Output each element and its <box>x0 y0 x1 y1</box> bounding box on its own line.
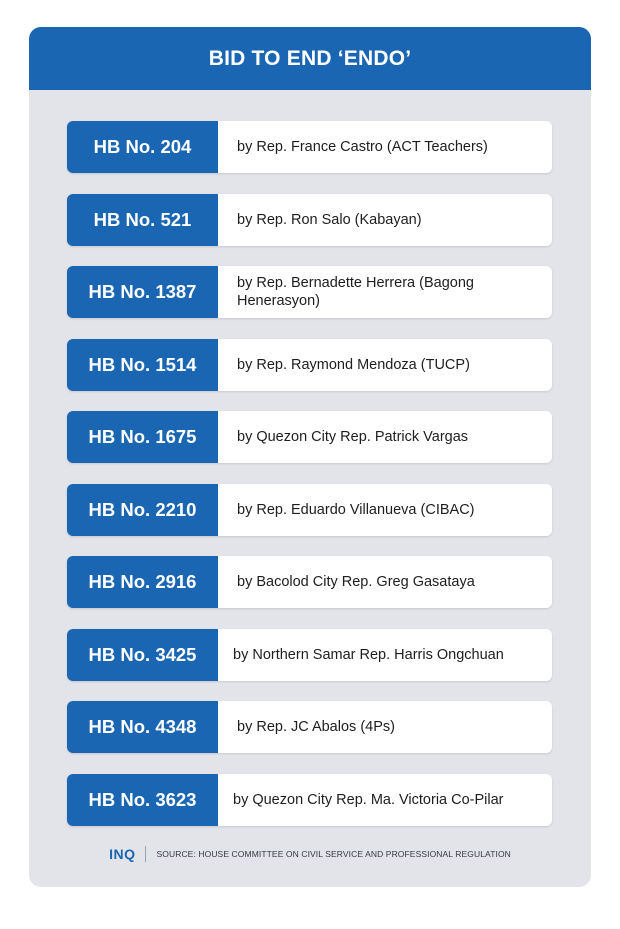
bill-list <box>67 121 552 846</box>
bill-author: by Quezon City Rep. Patrick Vargas <box>218 411 552 463</box>
bill-number: HB No. 3623 <box>67 774 218 826</box>
bill-number: HB No. 1675 <box>67 411 218 463</box>
bill-number: HB No. 3425 <box>67 629 218 681</box>
bill-author: by Rep. JC Abalos (4Ps) <box>218 701 552 753</box>
bill-row <box>67 266 552 318</box>
bill-row <box>67 339 552 391</box>
bill-author: by Quezon City Rep. Ma. Victoria Co-Pilar <box>218 774 552 826</box>
bill-author: by Rep. France Castro (ACT Teachers) <box>218 121 552 173</box>
page-title: BID TO END ‘ENDO’ <box>208 46 412 70</box>
source-note: SOURCE: HOUSE COMMITTEE ON CIVIL SERVICE AND PROFESSIONAL REGULATION <box>156 849 511 859</box>
bill-row <box>67 411 552 463</box>
footer <box>29 846 591 862</box>
inq-logo: INQ <box>109 846 146 862</box>
header-bar <box>29 27 591 90</box>
bill-author: by Rep. Bernadette Herrera (Bagong Henerasyon) <box>218 266 552 318</box>
bill-number: HB No. 2916 <box>67 556 218 608</box>
bill-author: by Rep. Eduardo Villanueva (CIBAC) <box>218 484 552 536</box>
bill-author: by Bacolod City Rep. Greg Gasataya <box>218 556 552 608</box>
infographic-card <box>29 27 591 887</box>
bill-row <box>67 556 552 608</box>
bill-number: HB No. 2210 <box>67 484 218 536</box>
bill-author: by Northern Samar Rep. Harris Ongchuan <box>218 629 552 681</box>
bill-row <box>67 121 552 173</box>
bill-row <box>67 629 552 681</box>
bill-row <box>67 774 552 826</box>
bill-author: by Rep. Raymond Mendoza (TUCP) <box>218 339 552 391</box>
bill-number: HB No. 1387 <box>67 266 218 318</box>
bill-number: HB No. 1514 <box>67 339 218 391</box>
bill-number: HB No. 4348 <box>67 701 218 753</box>
bill-row <box>67 701 552 753</box>
bill-row <box>67 484 552 536</box>
bill-number: HB No. 204 <box>67 121 218 173</box>
bill-row <box>67 194 552 246</box>
bill-author: by Rep. Ron Salo (Kabayan) <box>218 194 552 246</box>
bill-number: HB No. 521 <box>67 194 218 246</box>
